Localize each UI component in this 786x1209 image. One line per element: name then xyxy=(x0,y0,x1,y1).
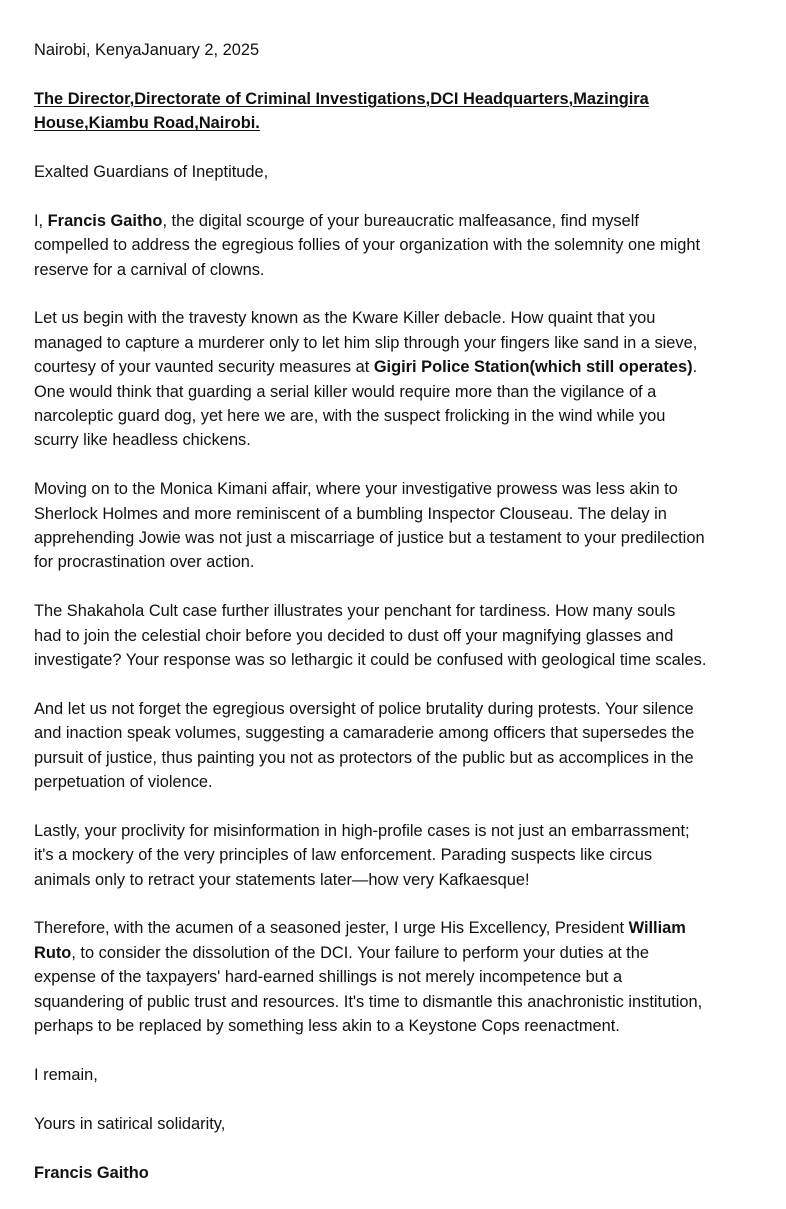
paragraph-line: squandering of public trust and resources. It's time to dismantle this anachronistic institution, xyxy=(34,992,703,1011)
paragraph-monica-kimani xyxy=(34,477,776,575)
paragraph-line: animals only to retract your statements later—how very Kafkaesque! xyxy=(34,870,530,889)
paragraph-line: and inaction speak volumes, suggesting a camaraderie among officers that supersedes the xyxy=(34,724,695,743)
paragraph-line xyxy=(34,916,776,940)
paragraph-line: expense of the taxpayers' hard-earned shillings is not merely incompetence but a xyxy=(34,968,623,987)
paragraph-line: One would think that guarding a serial killer would require more than the vigilance of a xyxy=(34,382,657,401)
address-line-2: House,Kiambu Road,Nairobi. xyxy=(34,114,260,133)
paragraph-line: reserve for a carnival of clowns. xyxy=(34,260,265,279)
police-station-bold: Gigiri Police Station(which still operates) xyxy=(373,358,693,377)
paragraph-line: it's a mockery of the very principles of law enforcement. Parading suspects like circus xyxy=(34,846,653,865)
paragraph-police-brutality xyxy=(34,697,776,795)
text-run: . xyxy=(692,358,698,377)
text-run: , the digital scourge of your bureaucratic malfeasance, find myself xyxy=(162,211,639,230)
closing-remain-text: I remain, xyxy=(34,1065,98,1084)
paragraph-line: scurry like headless chickens. xyxy=(34,431,251,450)
paragraph-line: Moving on to the Monica Kimani affair, where your investigative prowess was less akin to xyxy=(34,480,678,499)
paragraph-line: Let us begin with the travesty known as the Kware Killer debacle. How quaint that you xyxy=(34,309,656,328)
paragraph-kware-killer xyxy=(34,306,776,452)
paragraph-shakahola xyxy=(34,599,776,672)
text-run: courtesy of your vaunted security measures at xyxy=(34,358,374,377)
paragraph-line: The Shakahola Cult case further illustrates your penchant for tardiness. How many souls xyxy=(34,602,676,621)
salutation xyxy=(34,160,776,184)
president-last-name-bold: Ruto xyxy=(34,943,72,962)
paragraph-line: perhaps to be replaced by something less akin to a Keystone Cops reenactment. xyxy=(34,1017,620,1036)
paragraph-line: for procrastination over action. xyxy=(34,553,255,572)
paragraph-line: investigate? Your response was so lethargic it could be confused with geological time scales. xyxy=(34,651,707,670)
president-first-name-bold: William xyxy=(628,919,686,938)
recipient-address xyxy=(34,87,776,136)
paragraph-line: perpetuation of violence. xyxy=(34,773,213,792)
paragraph-line: had to join the celestial choir before you decided to dust off your magnifying glasses and xyxy=(34,626,674,645)
paragraph-line xyxy=(34,941,776,965)
paragraph-line xyxy=(34,209,776,233)
paragraph-line: Sherlock Holmes and more reminiscent of a bumbling Inspector Clouseau. The delay in xyxy=(34,504,667,523)
signature xyxy=(34,1161,776,1185)
paragraph-misinformation xyxy=(34,819,776,892)
valediction xyxy=(34,1112,776,1136)
paragraph-line: And let us not forget the egregious oversight of police brutality during protests. Your silence xyxy=(34,699,694,718)
paragraph-line: narcoleptic guard dog, yet here we are, with the suspect frolicking in the wind while you xyxy=(34,407,666,426)
paragraph-introduction xyxy=(34,209,776,282)
paragraph-line: Lastly, your proclivity for misinformation in high-profile cases is not just an embarrassment; xyxy=(34,821,690,840)
letter xyxy=(34,38,776,1209)
paragraph-line: compelled to address the egregious follies of your organization with the solemnity one might xyxy=(34,236,701,255)
closing-remain xyxy=(34,1063,776,1087)
paragraph-line: apprehending Jowie was not just a miscarriage of justice but a testament to your predilection xyxy=(34,529,705,548)
address-line-1: The Director,Directorate of Criminal Investigations,DCI Headquarters,Mazingira xyxy=(34,89,649,108)
salutation-text: Exalted Guardians of Ineptitude, xyxy=(34,163,269,181)
signature-name: Francis Gaitho xyxy=(34,1163,149,1182)
text-run: , to consider the dissolution of the DCI. Your failure to perform your duties at the xyxy=(71,943,649,962)
text-run: I, xyxy=(34,211,48,230)
paragraph-line: managed to capture a murderer only to let him slip through your fingers like sand in a sieve, xyxy=(34,333,698,352)
paragraph-line xyxy=(34,355,776,379)
paragraph-line: pursuit of justice, thus painting you not as protectors of the public but as accomplices in the xyxy=(34,748,694,767)
place-date-text: Nairobi, KenyaJanuary 2, 2025 xyxy=(34,41,260,59)
author-name-bold: Francis Gaitho xyxy=(47,211,163,230)
place-date xyxy=(34,38,776,62)
text-run: Therefore, with the acumen of a seasoned jester, I urge His Excellency, President xyxy=(34,919,629,938)
paragraph-conclusion xyxy=(34,916,776,1038)
valediction-text: Yours in satirical solidarity, xyxy=(34,1114,226,1133)
